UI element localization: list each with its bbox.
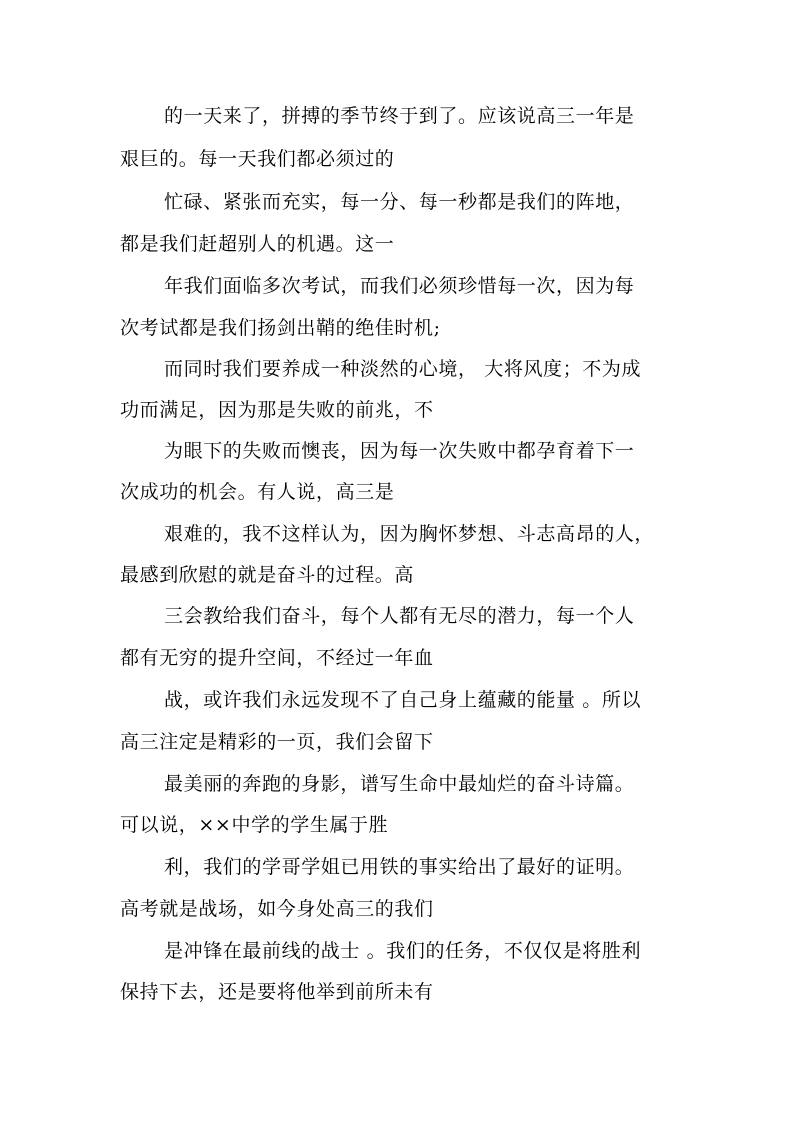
body-text-line: 都是我们赶超别人的机遇。这一	[120, 233, 395, 255]
body-text-line: 战，或许我们永远发现不了自己身上蕴藏的能量 。所以	[164, 689, 642, 711]
body-text-line: 而同时我们要养成一种淡然的心境， 大将风度；不为成	[164, 358, 642, 380]
body-text-line: 高考就是战场，如今身处高三的我们	[120, 898, 434, 920]
body-text-line: 艰难的，我不这样认为，因为胸怀梦想、斗志高昂的人，	[164, 523, 655, 545]
body-text-line: 最美丽的奔跑的身影，谱写生命中最灿烂的奋斗诗篇。	[164, 773, 635, 795]
body-text-line: 保持下去，还是要将他举到前所未有	[120, 981, 434, 1003]
body-text-line: 次成功的机会。有人说，高三是	[120, 481, 395, 503]
body-text-line: 都有无穷的提升空间，不经过一年血	[120, 647, 434, 669]
body-text-line: 高三注定是精彩的一页，我们会留下	[120, 731, 434, 753]
body-text-line: 的一天来了，拼搏的季节终于到了。应该说高三一年是	[164, 105, 635, 127]
body-text-line: 功而满足，因为那是失败的前兆，不	[120, 399, 434, 421]
body-text-line: 利，我们的学哥学姐已用铁的事实给出了最好的证明。	[164, 856, 635, 878]
body-text-line: 可以说，××中学的学生属于胜	[120, 814, 389, 836]
body-text-line: 忙碌、紧张而充实，每一分、每一秒都是我们的阵地，	[164, 191, 635, 213]
body-text-line: 次考试都是我们扬剑出鞘的绝佳时机;	[120, 317, 441, 339]
body-text-line: 为眼下的失败而懊丧，因为每一次失败中都孕育着下一	[164, 440, 635, 462]
body-text-line: 三会教给我们奋斗，每个人都有无尽的潜力，每一个人	[164, 605, 635, 627]
body-text-line: 最感到欣慰的就是奋斗的过程。高	[120, 564, 415, 586]
body-text-line: 是冲锋在最前线的战士 。我们的任务，不仅仅是将胜利	[164, 940, 642, 962]
body-text-line: 艰巨的。每一天我们都必须过的	[120, 148, 395, 170]
body-text-line: 年我们面临多次考试，而我们必须珍惜每一次，因为每	[164, 275, 635, 297]
